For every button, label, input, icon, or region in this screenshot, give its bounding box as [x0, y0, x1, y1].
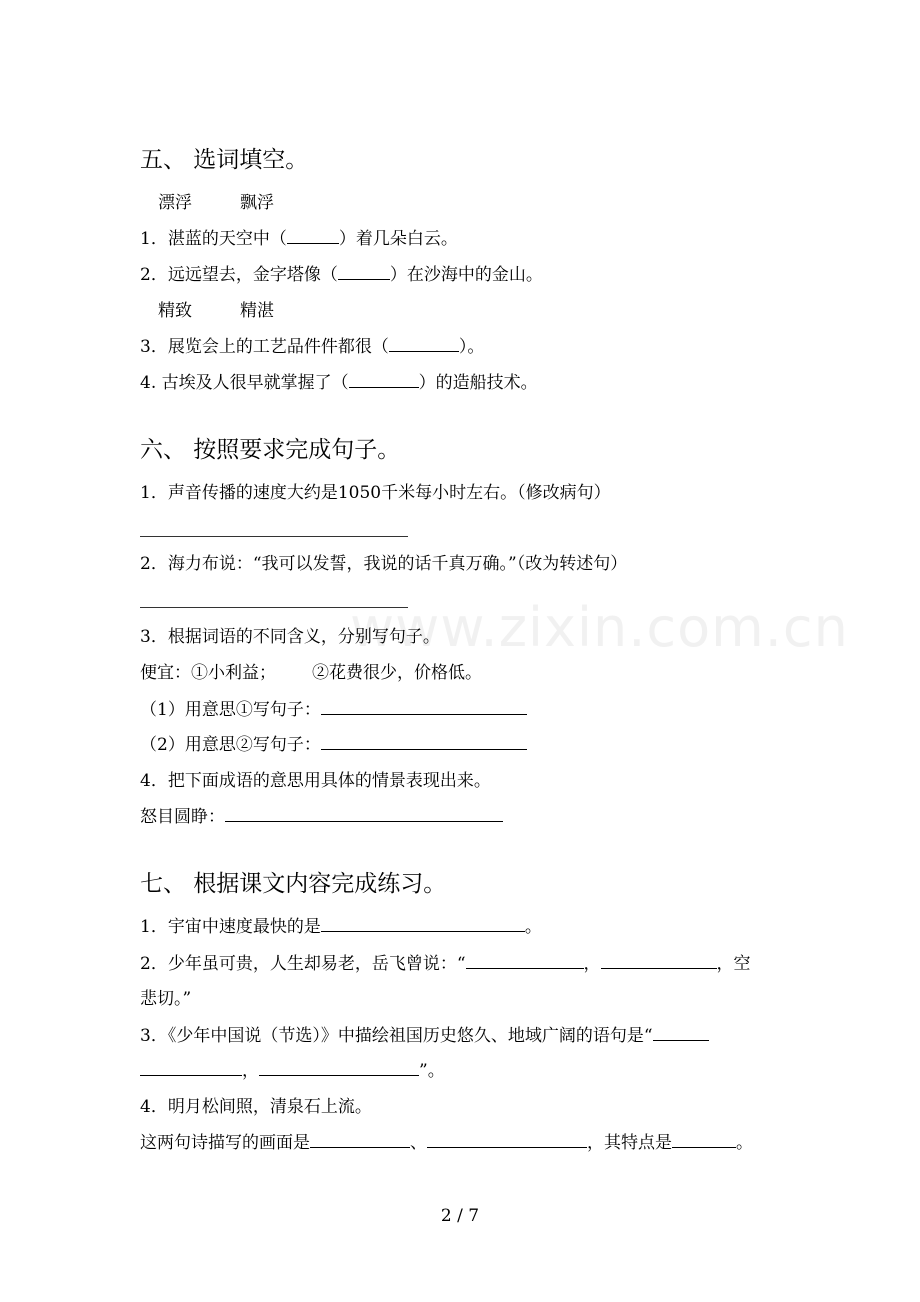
s7-question-3: 3．《少年中国说（节选）》中描绘祖国历史悠久、地域广阔的语句是“: [140, 1025, 709, 1047]
answer-blank[interactable]: [389, 337, 459, 352]
word-option: 精湛: [240, 301, 274, 321]
s5-question-2: 2．远远望去，金字塔像（ ）在沙海中的金山。: [140, 265, 543, 285]
answer-blank[interactable]: [225, 807, 503, 822]
answer-blank[interactable]: [653, 1026, 709, 1041]
word-option: 精致: [158, 301, 192, 321]
s6-question-4-idiom: 怒目圆睁：: [140, 806, 503, 828]
answer-blank[interactable]: [310, 1133, 410, 1148]
section-7-title: 七、 根据课文内容完成练习。: [140, 871, 447, 897]
s5-question-3: 3．展览会上的工艺品件件都很（ ）。: [140, 337, 485, 357]
s6-question-2: 2．海力布说：“我可以发誓，我说的话千真万确。”（改为转述句）: [140, 554, 628, 574]
word-group-2: [158, 300, 274, 322]
word-option: 漂浮: [158, 193, 192, 213]
s5-question-4: 4. 古埃及人很早就掌握了（ ）的造船技术。: [140, 373, 538, 393]
watermark: www.zixin.com.cn: [350, 596, 849, 659]
s7-question-4-desc: 这两句诗描写的画面是 、 ，其特点是 。: [140, 1133, 753, 1153]
s6-question-3-2: （2）用意思②写句子：: [140, 734, 527, 756]
s7-question-3-cont: ， ”。: [140, 1060, 445, 1082]
answer-blank[interactable]: [259, 1061, 419, 1076]
answer-blank[interactable]: [466, 954, 584, 969]
answer-line[interactable]: [140, 536, 408, 537]
answer-blank[interactable]: [321, 917, 525, 932]
word-meanings: 便宜：①小利益； ②花费很少，价格低。: [140, 663, 482, 683]
s6-question-4: 4．把下面成语的意思用具体的情景表现出来。: [140, 771, 491, 791]
answer-blank[interactable]: [427, 1133, 587, 1148]
word-option: 飘浮: [240, 193, 274, 213]
answer-line[interactable]: [140, 607, 408, 608]
answer-blank[interactable]: [321, 700, 527, 715]
s5-question-1: 1．湛蓝的天空中（ ）着几朵白云。: [140, 229, 458, 249]
s7-question-4: 4．明月松间照，清泉石上流。: [140, 1097, 372, 1117]
s7-question-2-cont: 悲切。”: [140, 989, 192, 1009]
answer-blank[interactable]: [672, 1133, 736, 1148]
s7-question-2: 2．少年虽可贵，人生却易老，岳飞曾说：“ ， ，空: [140, 954, 751, 974]
answer-blank[interactable]: [338, 265, 390, 280]
answer-blank[interactable]: [321, 735, 527, 750]
s6-question-3: 3．根据词语的不同含义，分别写句子。: [140, 627, 440, 647]
s7-question-1: 1．宇宙中速度最快的是 。: [140, 917, 542, 937]
s6-question-1: 1．声音传播的速度大约是1050千米每小时左右。（修改病句）: [140, 483, 611, 503]
answer-blank[interactable]: [287, 229, 339, 244]
answer-blank[interactable]: [349, 373, 419, 388]
answer-blank[interactable]: [601, 954, 717, 969]
page-number: 2 / 7: [440, 1206, 480, 1226]
section-5-title: 五、 选词填空。: [140, 147, 309, 173]
section-6-title: 六、 按照要求完成句子。: [140, 437, 401, 463]
answer-blank[interactable]: [140, 1061, 242, 1076]
s6-question-3-1: （1）用意思①写句子：: [140, 699, 527, 721]
word-group-1: [158, 192, 274, 214]
